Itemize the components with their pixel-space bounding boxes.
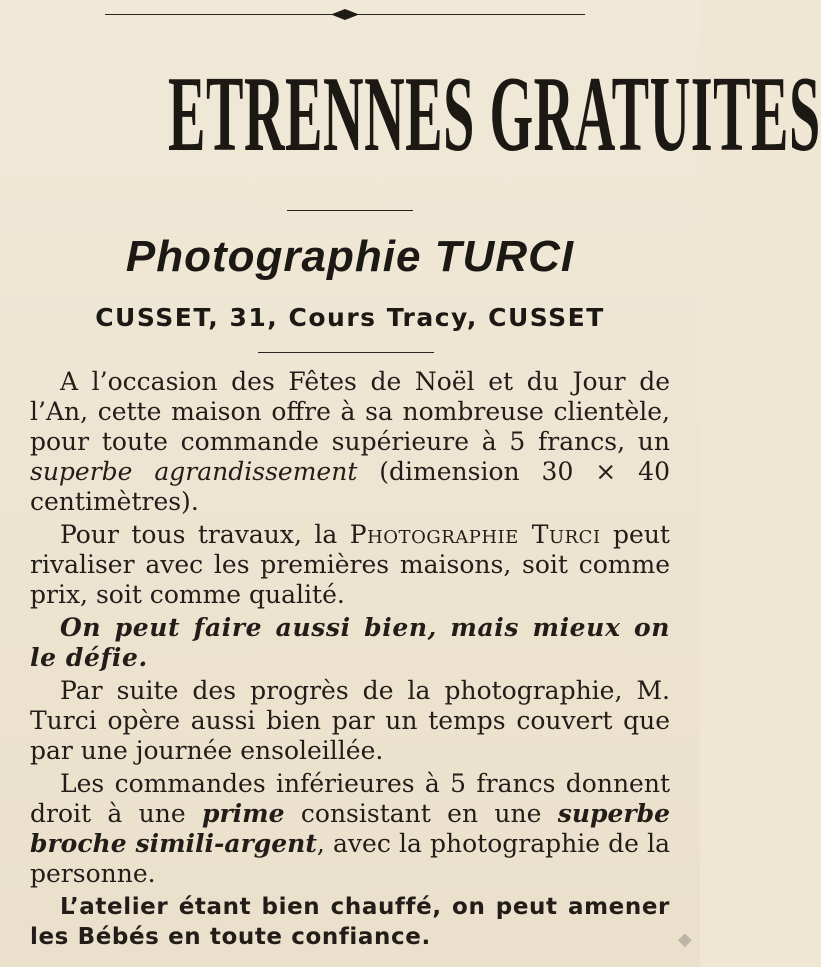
- text-run: Pour tous travaux, la: [60, 520, 350, 549]
- paragraph-offer: [30, 367, 670, 517]
- text-run: Les commandes inférieures à 5 francs donnent droit à une: [30, 769, 670, 828]
- text-run-smallcaps: Photographie Turci: [349, 520, 601, 549]
- text-run: consistant en une: [284, 799, 558, 828]
- diamond-ornament-icon: [331, 9, 359, 20]
- paragraph-weather: Par suite des progrès de la photographie, M. Turci opère aussi bien par un temps couvert que par une journée ensoleillée.: [30, 676, 670, 765]
- divider-rule-2: [258, 352, 434, 353]
- text-run: peut rivaliser avec les premières maisons, soit comme prix, soit comme qualité.: [30, 520, 670, 609]
- paragraph-prime: [30, 769, 670, 889]
- article-body: [30, 367, 670, 952]
- headline-container: [0, 40, 821, 190]
- text-run: , avec la photographie de la personne.: [30, 829, 670, 888]
- text-run: A l’occasion des Fêtes de Noël et du Jour de l’An, cette maison offre à sa nombreuse clientèle, pour toute commande supérieure à 5 francs, un: [30, 367, 670, 456]
- paragraph-quality: [30, 520, 670, 610]
- diamond-watermark-icon: ◆: [678, 929, 692, 950]
- paragraph-challenge: On peut faire aussi bien, mais mieux on le défie.: [30, 613, 670, 672]
- text-run-italic: prime: [202, 799, 285, 828]
- text-run: (dimension 30 × 40 centimètres).: [30, 457, 670, 516]
- address-line: CUSSET, 31, Cours Tracy, CUSSET: [95, 303, 605, 332]
- divider-rule: [287, 210, 413, 211]
- text-run-italic: superbe agrandissement: [30, 457, 358, 486]
- paragraph-atelier: L’atelier étant bien chauffé, on peut amener les Bébés en toute confiance.: [30, 894, 670, 950]
- studio-title: Photographie TURCI: [125, 232, 575, 281]
- text-run-italic: superbe broche simili-argent: [30, 799, 670, 858]
- headline: ETRENNES GRATUITES: [168, 55, 821, 174]
